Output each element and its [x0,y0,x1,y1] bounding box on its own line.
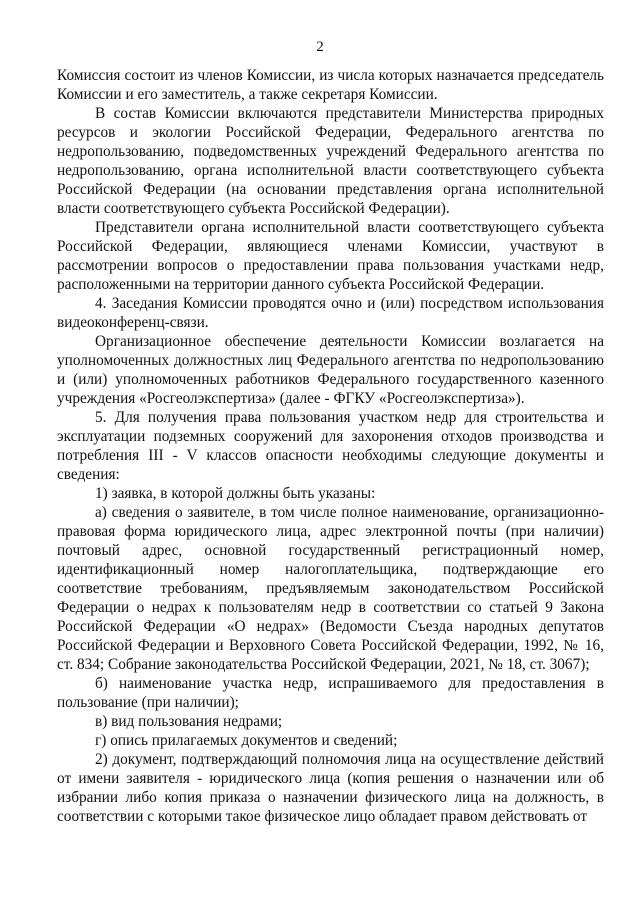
paragraph-commission-composition: Комиссия состоит из членов Комиссии, из числа которых назначается председатель Комиссии и его заместитель, а также секретаря Комиссии. [57,67,604,103]
paragraph-subitem-b-site-name: б) наименование участка недр, испрашиваемого для предоставления в пользование (при наличии); [57,675,604,711]
document-body [57,66,604,826]
paragraph-subitem-2-authority-document: 2) документ, подтверждающий полномочия лица на осуществление действий от имени заявителя - юридического лица (копия решения о назначении или об избрании либо копия приказа о назначении физического лица на должность, в соответствии с которыми такое физическое лицо обладает правом действовать от [57,751,604,825]
paragraph-organizational-support: Организационное обеспечение деятельности Комиссии возлагается на уполномоченных должностных лиц Федерального агентства по недропользованию и (или) уполномоченных работников Федерального государственного казенного учреждения «Росгеолэкспертиза» (далее - ФГКУ «Росгеолэкспертиза»). [57,333,604,407]
paragraph-subitem-1-application: 1) заявка, в которой должны быть указаны: [95,485,376,502]
page-number: 2 [316,39,324,55]
paragraph-subitem-a-applicant-info: а) сведения о заявителе, в том числе полное наименование, организационно-правовая форма юридического лица, адрес электронной почты (при наличии) почтовый адрес, основной государственный регистрационный номер, идентификационный номер налогоплательщика, подтверждающие его соответствие требованиям, предъявляемым законодательством Российской Федерации о недрах к пользователям недр в соответствии со статьей 9 Закона Российской Федерации «О недрах» (Ведомости Съезда народных депутатов Российской Федерации и Верховного Совета Российской Федерации, 1992, № 16, ст. 834; Собрание законодательства Российской Федерации, 2021, № 18, ст. 3067); [57,504,604,673]
paragraph-item-4-meetings: 4. Заседания Комиссии проводятся очно и (или) посредством использования видеоконференц-связи. [57,295,604,331]
paragraph-regional-representatives: Представители органа исполнительной власти соответствующего субъекта Российской Федерации, являющиеся членами Комиссии, участвуют в рассмотрении вопросов о предоставлении права пользования участками недр, расположенными на территории данного субъекта Российской Федерации. [57,219,604,293]
paragraph-commission-members: В состав Комиссии включаются представители Министерства природных ресурсов и экологии Российской Федерации, Федерального агентства по недропользованию, подведомственных учреждений Федерального агентства по недропользованию, органа исполнительной власти соответствующего субъекта Российской Федерации (на основании представления органа исполнительной власти соответствующего субъекта Российской Федерации). [57,105,604,217]
paragraph-subitem-v-use-type: в) вид пользования недрами; [95,713,283,730]
paragraph-item-5-required-documents: 5. Для получения права пользования участком недр для строительства и эксплуатации подземных сооружений для захоронения отходов производства и потребления III - V классов опасности необходимы следующие документы и сведения: [57,409,604,483]
paragraph-subitem-g-inventory: г) опись прилагаемых документов и сведений; [95,732,398,749]
